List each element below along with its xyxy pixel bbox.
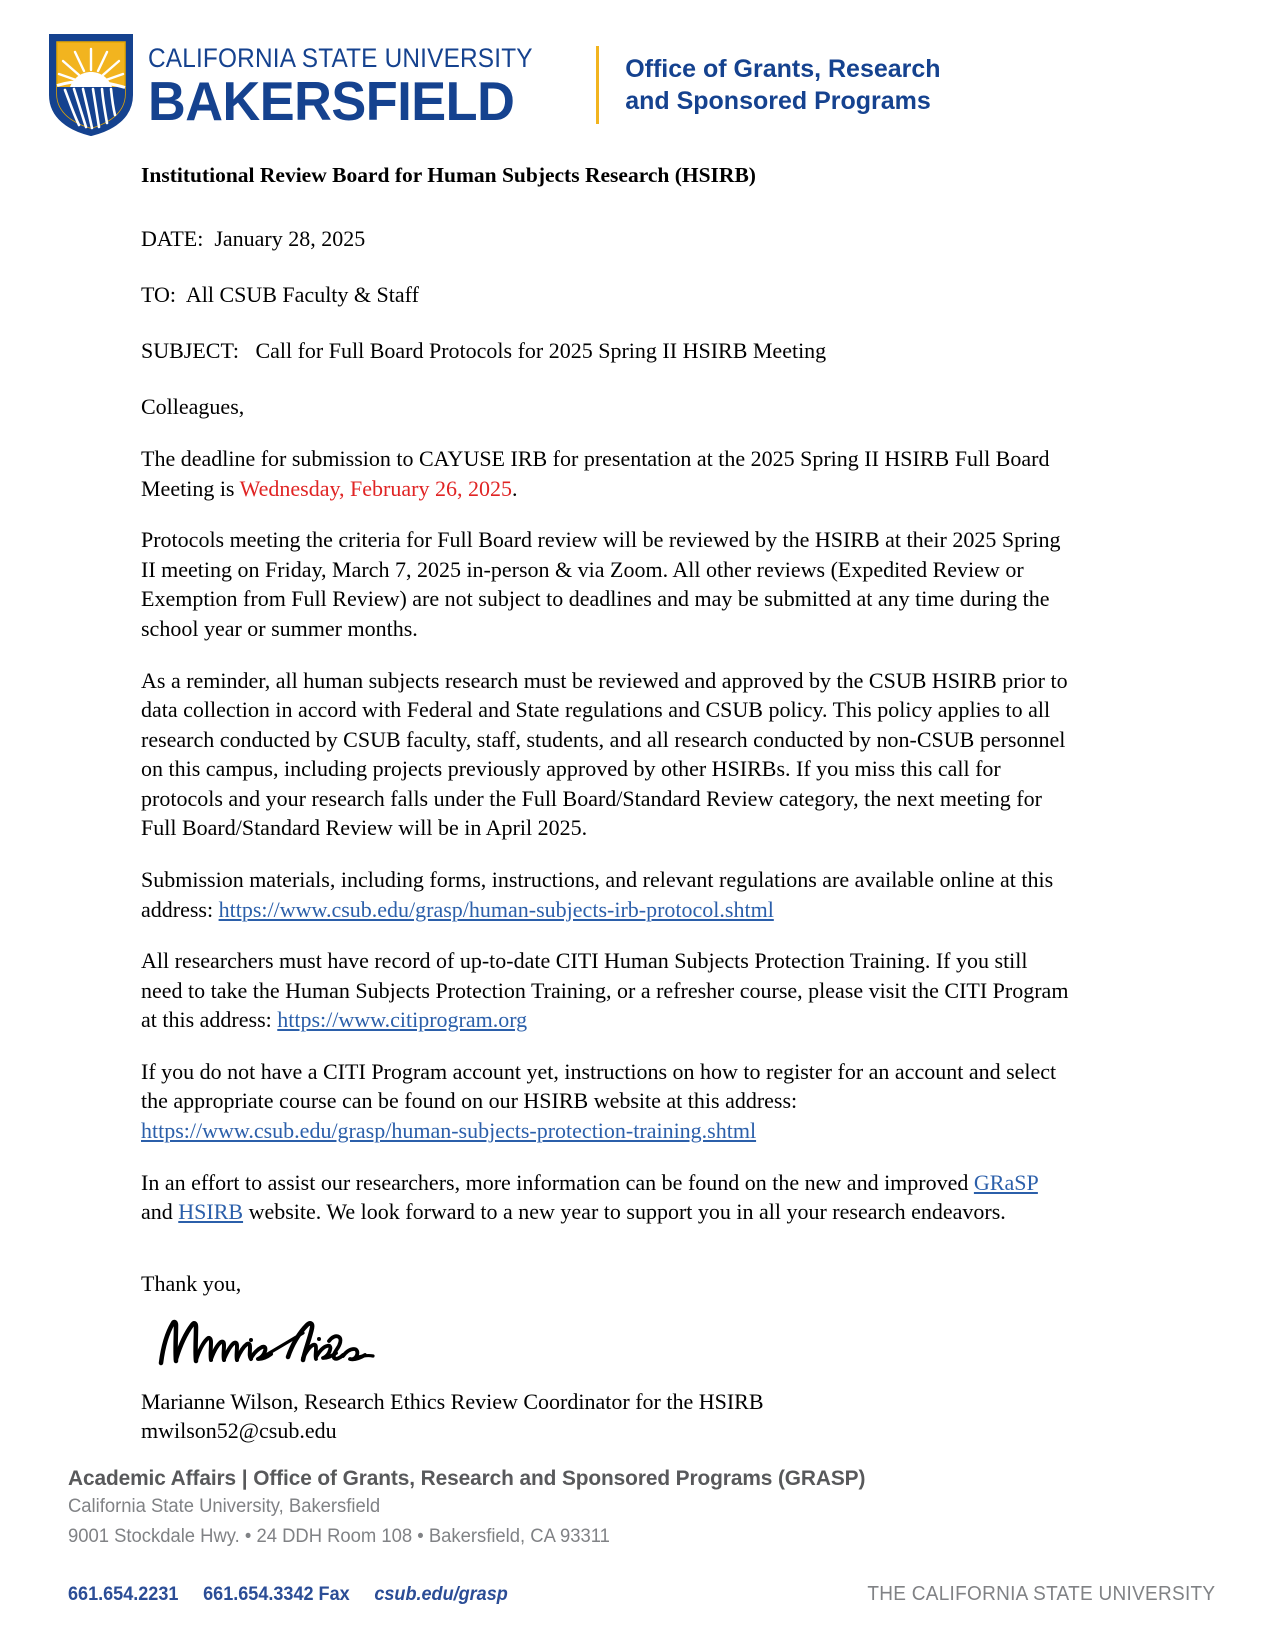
effort-text-pre: In an effort to assist our researchers, more information can be found on the new and improved — [141, 1169, 974, 1195]
office-name-line1: Office of Grants, Research — [625, 54, 941, 83]
paragraph-protocols: Protocols meeting the criteria for Full Board review will be reviewed by the HSIRB at their 2025 Spring II meeting on Friday, March 7, 2025 in-person & via Zoom. All other reviews (Expedited Review or Exemption from Full Review) are not subject to deadlines and may be submitted at any time during the school year or summer months. — [141, 527, 1061, 641]
deadline-text-pre: The deadline for submission to CAYUSE IRB for presentation at the 2025 Spring II HSIRB Full Board Meeting is — [141, 446, 1050, 501]
memo-title: Institutional Review Board for Human Subjects Research (HSIRB) — [141, 163, 756, 187]
footer-address-line: 9001 Stockdale Hwy. • 24 DDH Room 108 • Bakersfield, CA 93311 — [68, 1526, 610, 1548]
signer-block — [141, 1387, 1071, 1446]
office-name — [625, 53, 940, 118]
paragraph-citi-account — [141, 1057, 1071, 1146]
paragraph-reminder: As a reminder, all human subjects research must be reviewed and approved by the CSUB HSIRB prior to data collection in accord with Federal and State regulations and CSUB policy. This policy applies to all research conducted by CSUB faculty, staff, students, and all research conducted by non-CSUB personnel on this campus, including projects previously approved by other HSIRBs. If you miss this call for protocols and your research falls under the Full Board/Standard Review category, the next meeting for Full Board/Standard Review will be in April 2025. — [141, 667, 1068, 841]
memo-to-line — [141, 280, 1071, 309]
effort-text-mid: and — [141, 1199, 179, 1225]
paragraph-submission-materials — [141, 865, 1071, 924]
to-value: All CSUB Faculty & Staff — [185, 281, 419, 307]
page-footer — [68, 1466, 1215, 1606]
account-text: If you do not have a CITI Program account yet, instructions on how to register for an account and select the appropriate course can be found on our HSIRB website at this address: — [141, 1058, 1057, 1114]
signature-image — [153, 1311, 1071, 1373]
to-label: TO: — [141, 281, 177, 307]
hsirb-link[interactable]: HSIRB — [178, 1199, 244, 1225]
csub-shield-icon — [48, 33, 134, 137]
footer-fax: 661.654.3342 Fax — [203, 1584, 350, 1605]
university-wordmark — [148, 41, 566, 132]
csu-system-mark: THE CALIFORNIA STATE UNIVERSITY — [866, 1583, 1215, 1605]
header-divider — [596, 46, 599, 124]
salutation: Colleagues, — [141, 394, 245, 420]
date-value: January 28, 2025 — [214, 225, 366, 251]
submission-text: Submission materials, including forms, instructions, and relevant regulations are available online at this address: — [141, 867, 1054, 922]
footer-website-link[interactable]: csub.edu/grasp — [374, 1584, 508, 1605]
office-name-line2: and Sponsored Programs — [625, 87, 931, 115]
paragraph-effort — [141, 1168, 1071, 1227]
irb-protocol-link[interactable]: https://www.csub.edu/grasp/human-subjects-irb-protocol.shtml — [218, 896, 774, 922]
footer-phone: 661.654.2231 — [68, 1584, 179, 1605]
deadline-date-highlight: Wednesday, February 26, 2025 — [239, 475, 512, 501]
wordmark-line-bakersfield: BAKERSFIELD — [148, 69, 515, 132]
protection-training-link[interactable]: https://www.csub.edu/grasp/human-subjects-protection-training.shtml — [141, 1118, 757, 1144]
deadline-text-post: . — [511, 475, 518, 501]
signer-email: mwilson52@csub.edu — [141, 1418, 337, 1444]
signer-name-title: Marianne Wilson, Research Ethics Review Coordinator for the HSIRB — [141, 1388, 764, 1414]
memo-subject-line — [141, 336, 1071, 365]
date-label: DATE: — [141, 225, 204, 251]
footer-office-line: Academic Affairs | Office of Grants, Research and Sponsored Programs (GRASP) — [68, 1466, 866, 1491]
subject-label: SUBJECT: — [141, 338, 239, 363]
effort-text-post: website. We look forward to a new year to support you in all your research endeavors. — [243, 1199, 1006, 1225]
wordmark-line-university: CALIFORNIA STATE UNIVERSITY — [148, 43, 533, 74]
paragraph-citi-training — [141, 946, 1071, 1035]
footer-bottom-row — [68, 1583, 1215, 1606]
subject-value: Call for Full Board Protocols for 2025 Spring II HSIRB Meeting — [255, 338, 827, 363]
citi-text: All researchers must have record of up-to-date CITI Human Subjects Protection Training. If you still need to take the Human Subjects Protection Training, or a refresher course, please visit the CITI Program at this address: — [141, 948, 1069, 1033]
memo-body — [141, 162, 1071, 1446]
grasp-link[interactable]: GRaSP — [973, 1169, 1038, 1195]
footer-contact-group — [68, 1584, 532, 1606]
page-header — [48, 30, 1227, 140]
citi-program-link[interactable]: https://www.citiprogram.org — [277, 1007, 528, 1033]
footer-university-line: California State University, Bakersfield — [68, 1496, 381, 1518]
memo-date-line — [141, 224, 1071, 253]
paragraph-deadline — [141, 444, 1071, 503]
thank-you-line: Thank you, — [141, 1270, 242, 1296]
